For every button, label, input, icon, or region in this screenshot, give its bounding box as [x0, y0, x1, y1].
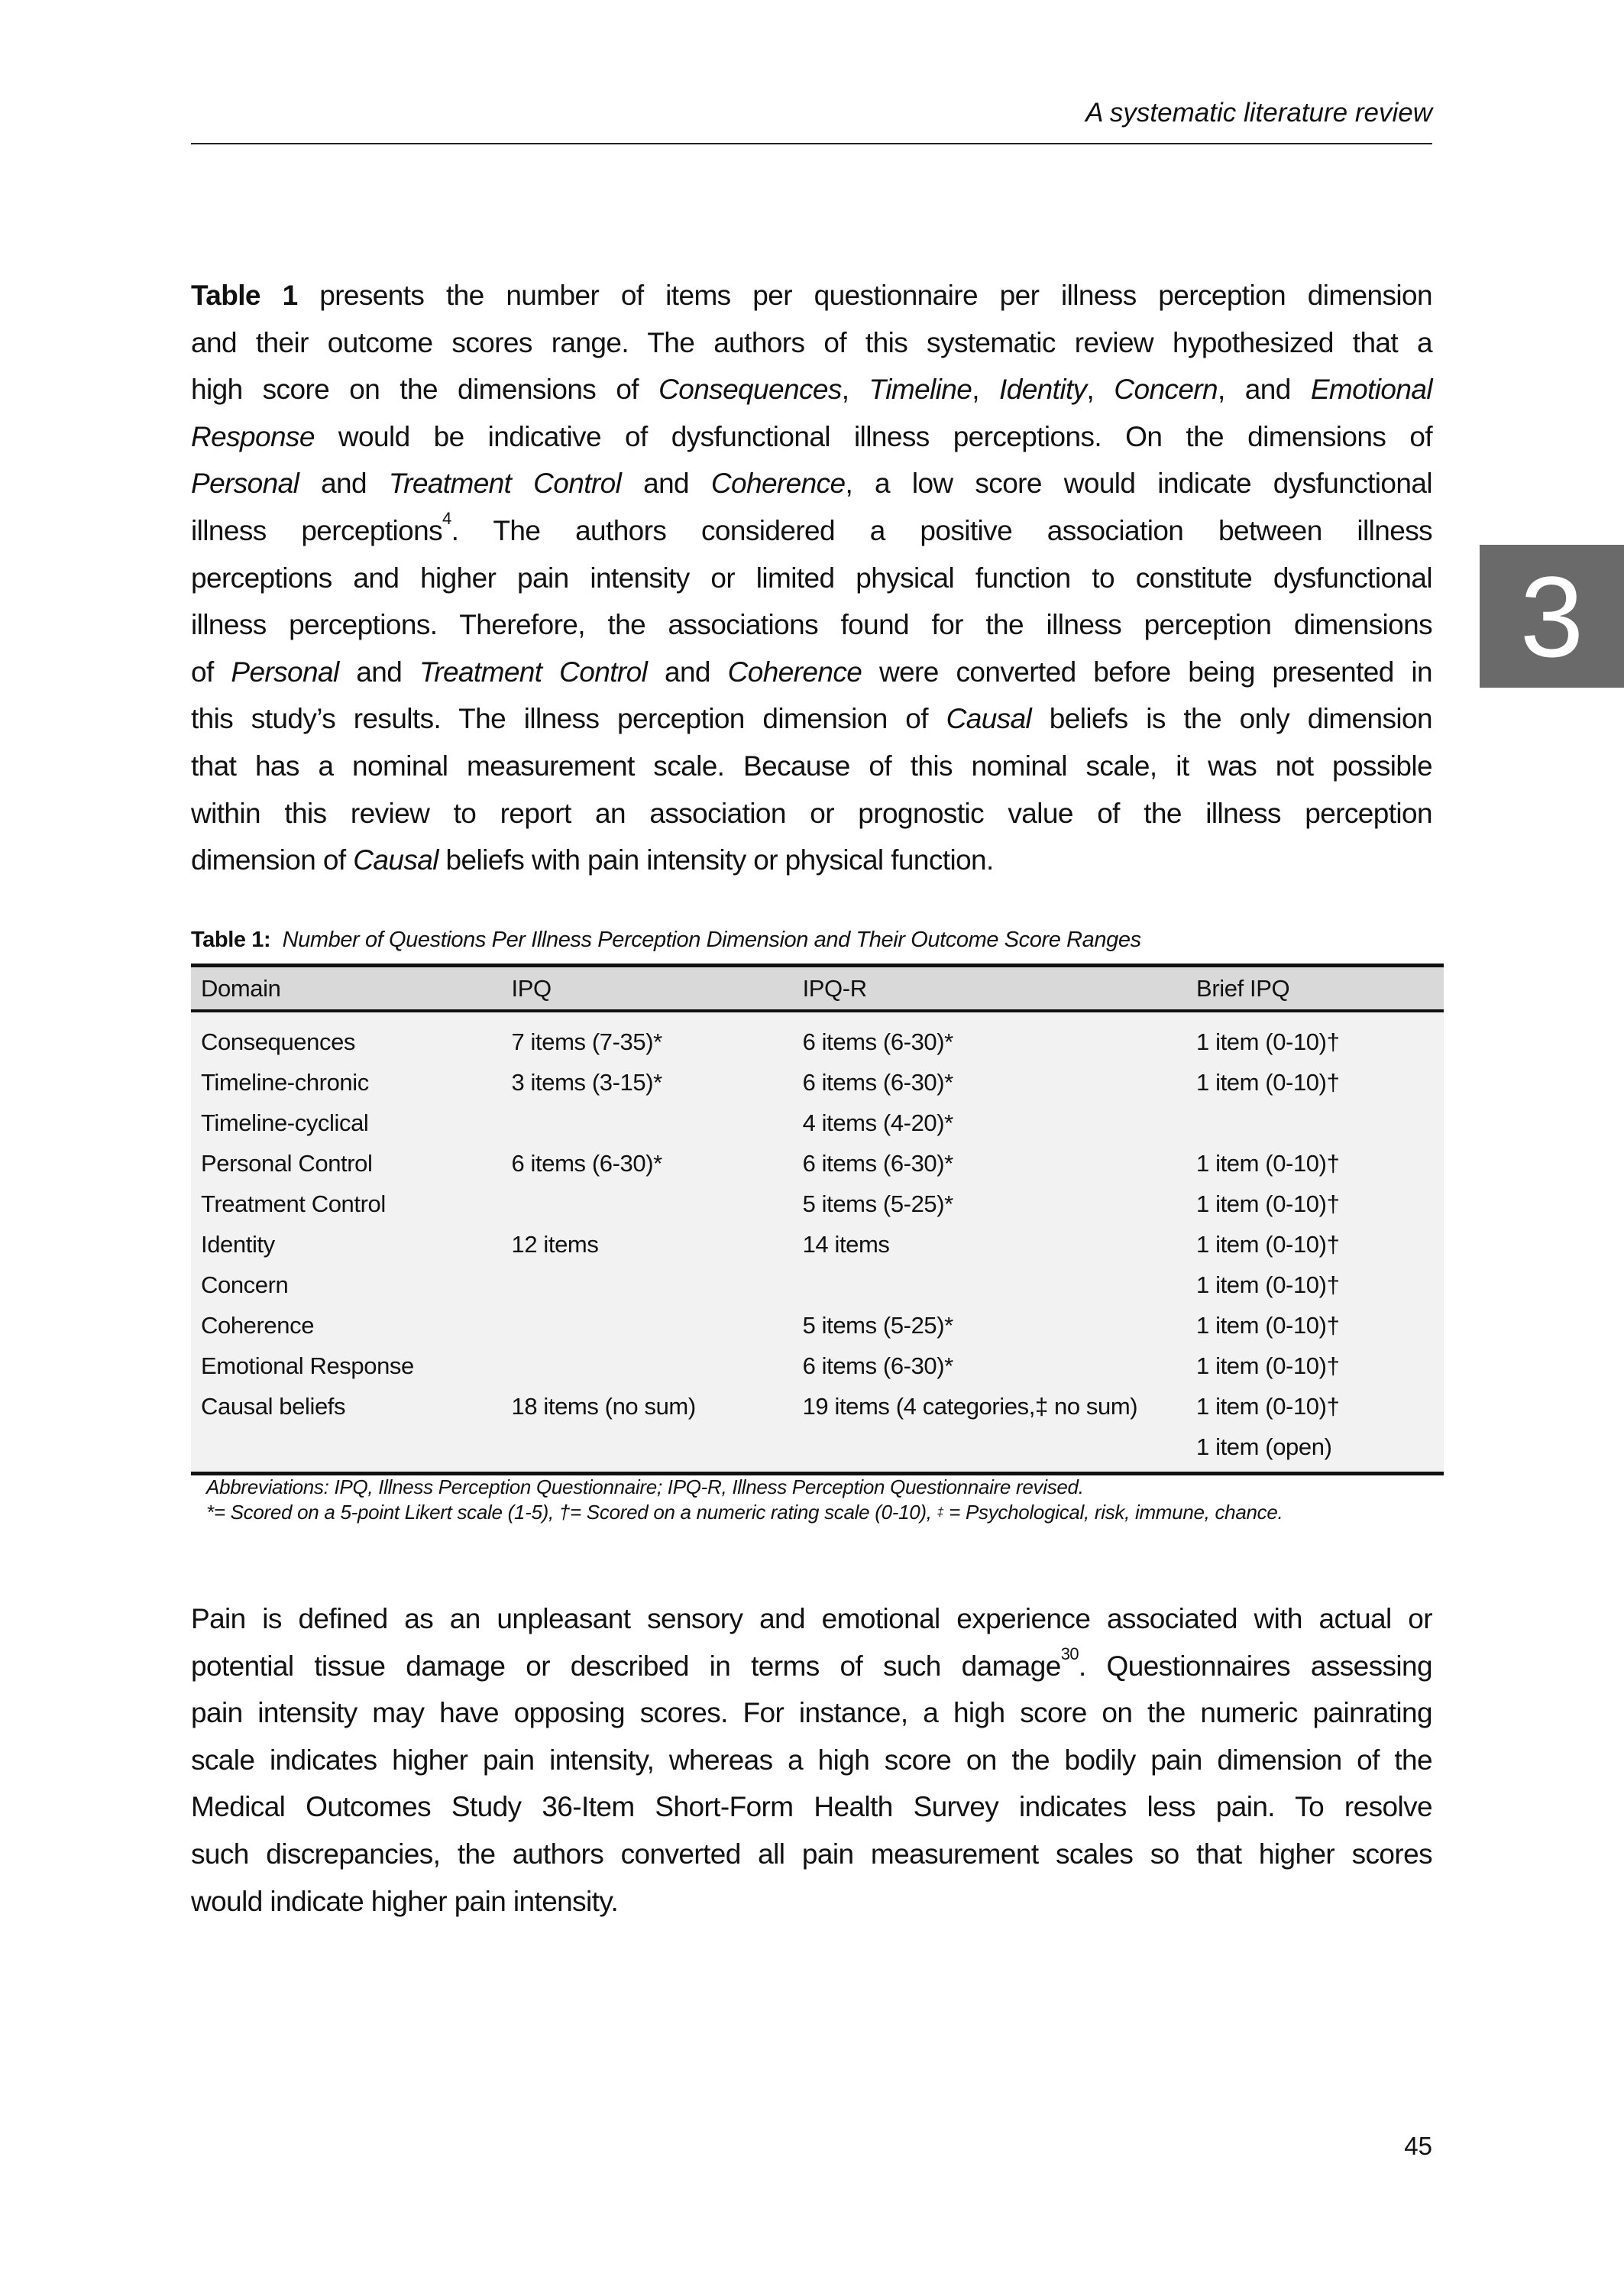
- table-cell: [793, 1265, 1186, 1305]
- text-run: . The authors considered a positive association between illness: [451, 514, 1433, 546]
- table-cell: 18 items (no sum): [502, 1386, 793, 1427]
- text-run: beliefs is the only dimension: [1031, 703, 1432, 735]
- table-row: [191, 1265, 1444, 1305]
- italic-term: Response: [191, 420, 315, 452]
- table-cell: Timeline-chronic: [191, 1062, 502, 1103]
- table-cell: 1 item (0-10)†: [1186, 1305, 1444, 1346]
- table-row: [191, 1305, 1444, 1346]
- italic-term: Personal: [231, 656, 339, 688]
- table-cell: [502, 1305, 793, 1346]
- text-line: [191, 507, 1432, 555]
- italic-term: Causal: [946, 703, 1032, 735]
- italic-term: Coherence: [710, 468, 846, 500]
- table-footnotes: [206, 1475, 1283, 1525]
- text-run: dimension of: [191, 844, 354, 876]
- table-cell: 4 items (4-20)*: [793, 1103, 1186, 1143]
- text-run: presents the number of items per questionnaire per illness perception dimension: [297, 280, 1432, 311]
- text-line: [191, 837, 1432, 884]
- table-cell: [502, 1103, 793, 1143]
- text-line: [191, 790, 1432, 837]
- text-run: perceptions and higher pain intensity or limited physical function to constitute dysfunctional: [191, 562, 1432, 594]
- table-cell: 6 items (6-30)*: [793, 1346, 1186, 1386]
- table-cell: [1186, 1103, 1444, 1143]
- illness-perception-table: [191, 964, 1444, 1475]
- text-line: [191, 695, 1432, 743]
- table-cell: [502, 1346, 793, 1386]
- table-body: [191, 1011, 1444, 1474]
- text-run: and: [647, 656, 728, 688]
- table-cell: 1 item (0-10)†: [1186, 1265, 1444, 1305]
- text-line: [191, 1689, 1432, 1737]
- text-run: within this review to report an association or prognostic value of the illness perception: [191, 797, 1432, 829]
- footnote-categories-text: = Psychological, risk, immune, chance.: [943, 1501, 1283, 1524]
- text-run: Pain is defined as an unpleasant sensory and emotional experience associated with actual or: [191, 1603, 1432, 1634]
- text-run: of: [191, 656, 231, 688]
- text-run: . Questionnaires assessing: [1079, 1650, 1432, 1682]
- text-run: scale indicates higher pain intensity, whereas a high score on the bodily pain dimension of the: [191, 1744, 1432, 1776]
- table-cell: 3 items (3-15)*: [502, 1062, 793, 1103]
- text-run: would be indicative of dysfunctional illness perceptions. On the dimensions of: [314, 420, 1432, 452]
- text-run: ,: [841, 374, 869, 406]
- table-row: [191, 1386, 1444, 1427]
- column-header-ipq-r: IPQ-R: [793, 966, 1186, 1012]
- text-run: such discrepancies, the authors converted all pain measurement scales so that higher scores: [191, 1838, 1432, 1870]
- table-cell: 6 items (6-30)*: [793, 1011, 1186, 1062]
- text-line: [191, 649, 1432, 696]
- italic-term: Treatment Control: [388, 468, 622, 500]
- table-caption-label: Table 1:: [191, 928, 271, 952]
- text-line: [191, 1643, 1432, 1690]
- chapter-number: 3: [1519, 552, 1584, 681]
- table-cell: [793, 1427, 1186, 1474]
- text-run: , a low score would indicate dysfunctional: [845, 468, 1432, 500]
- text-run: that has a nominal measurement scale. Because of this nominal scale, it was not possible: [191, 750, 1432, 782]
- table-row: [191, 1143, 1444, 1184]
- italic-term: Consequences: [658, 374, 842, 406]
- table-cell: 12 items: [502, 1224, 793, 1265]
- table-cell: 1 item (0-10)†: [1186, 1062, 1444, 1103]
- table-cell: Timeline-cyclical: [191, 1103, 502, 1143]
- table-cell: Identity: [191, 1224, 502, 1265]
- text-run: were converted before being presented in: [862, 656, 1433, 688]
- page-number: 45: [1404, 2132, 1432, 2160]
- text-line: [191, 460, 1432, 507]
- table-row: [191, 1011, 1444, 1062]
- text-line: [191, 319, 1432, 367]
- text-line: [191, 1878, 1432, 1925]
- table-cell: Concern: [191, 1265, 502, 1305]
- text-run: would indicate higher pain intensity.: [191, 1885, 619, 1917]
- table-cell: 5 items (5-25)*: [793, 1184, 1186, 1224]
- table-header-row: [191, 966, 1444, 1012]
- text-run: beliefs with pain intensity or physical function.: [438, 844, 994, 876]
- text-run: and their outcome scores range. The authors of this systematic review hypothesized that a: [191, 326, 1432, 358]
- table-cell: Treatment Control: [191, 1184, 502, 1224]
- table-caption-title: Number of Questions Per Illness Perception Dimension and Their Outcome Score Ranges: [282, 928, 1141, 952]
- table-cell: 1 item (0-10)†: [1186, 1143, 1444, 1184]
- column-header-domain: Domain: [191, 966, 502, 1012]
- citation-superscript: 30: [1060, 1644, 1079, 1663]
- body-paragraph-1: [191, 272, 1432, 884]
- table-cell: Emotional Response: [191, 1346, 502, 1386]
- table-row: [191, 1224, 1444, 1265]
- footnote-double-dagger: ‡: [937, 1506, 944, 1519]
- text-run: high score on the dimensions of: [191, 374, 659, 406]
- text-line: [191, 1831, 1432, 1878]
- text-line: [191, 1595, 1432, 1643]
- text-run: illness perceptions: [191, 514, 443, 546]
- bold-text: Table 1: [191, 280, 298, 311]
- table-cell: 6 items (6-30)*: [793, 1143, 1186, 1184]
- footnote-abbreviations: Abbreviations: IPQ, Illness Perception Questionnaire; IPQ-R, Illness Perception Questionnaire revised.: [206, 1475, 1084, 1498]
- table-row: [191, 1062, 1444, 1103]
- footnote-scales-text: *= Scored on a 5-point Likert scale (1-5), †= Scored on a numeric rating scale (0-10),: [206, 1501, 937, 1524]
- table-cell: Causal beliefs: [191, 1386, 502, 1427]
- table-row: [191, 1346, 1444, 1386]
- table-row: [191, 1103, 1444, 1143]
- table-row: [191, 1184, 1444, 1224]
- table-cell: 6 items (6-30)*: [793, 1062, 1186, 1103]
- table-cell: [502, 1184, 793, 1224]
- text-run: pain intensity may have opposing scores. For instance, a high score on the numeric painrating: [191, 1697, 1432, 1729]
- italic-term: Treatment Control: [419, 656, 648, 688]
- italic-term: Coherence: [727, 656, 862, 688]
- running-head-title: A systematic literature review: [1085, 98, 1432, 128]
- table-cell: 1 item (0-10)†: [1186, 1386, 1444, 1427]
- text-line: [191, 743, 1432, 790]
- italic-term: Personal: [191, 468, 299, 500]
- table-cell: 5 items (5-25)*: [793, 1305, 1186, 1346]
- text-line: [191, 555, 1432, 602]
- text-run: and: [338, 656, 419, 688]
- table-cell: Consequences: [191, 1011, 502, 1062]
- table-cell: [502, 1265, 793, 1305]
- text-run: Medical Outcomes Study 36-Item Short-Form Health Survey indicates less pain. To resolve: [191, 1791, 1432, 1823]
- table-cell: [502, 1427, 793, 1474]
- footnote-scales: [206, 1500, 1283, 1525]
- text-run: , and: [1218, 374, 1311, 406]
- header-rule: [191, 143, 1432, 144]
- text-run: this study’s results. The illness perception dimension of: [191, 703, 946, 735]
- text-line: [191, 1783, 1432, 1831]
- italic-term: Causal: [353, 844, 438, 876]
- column-header-ipq: IPQ: [502, 966, 793, 1012]
- table-cell: 1 item (0-10)†: [1186, 1184, 1444, 1224]
- table-cell: Personal Control: [191, 1143, 502, 1184]
- table-cell: 7 items (7-35)*: [502, 1011, 793, 1062]
- text-run: ,: [972, 374, 1000, 406]
- table-cell: 1 item (open): [1186, 1427, 1444, 1474]
- text-line: [191, 413, 1432, 461]
- table-cell: [191, 1427, 502, 1474]
- table-cell: 1 item (0-10)†: [1186, 1224, 1444, 1265]
- italic-term: Timeline: [869, 374, 972, 406]
- italic-term: Concern: [1114, 374, 1218, 406]
- table-cell: 1 item (0-10)†: [1186, 1011, 1444, 1062]
- text-run: ,: [1086, 374, 1114, 406]
- text-line: [191, 601, 1432, 649]
- table-caption: [191, 928, 1141, 953]
- chapter-tab: [1480, 545, 1624, 688]
- text-run: potential tissue damage or described in terms of such damage: [191, 1650, 1061, 1682]
- text-line: [191, 1737, 1432, 1784]
- table-cell: 6 items (6-30)*: [502, 1143, 793, 1184]
- text-run: and: [299, 468, 389, 500]
- body-paragraph-2: [191, 1595, 1432, 1925]
- text-line: [191, 366, 1432, 413]
- text-run: illness perceptions. Therefore, the associations found for the illness perception dimensions: [191, 609, 1432, 641]
- text-run: and: [621, 468, 711, 500]
- table-cell: Coherence: [191, 1305, 502, 1346]
- table-row: [191, 1427, 1444, 1474]
- text-line: [191, 272, 1432, 319]
- citation-superscript: 4: [442, 508, 451, 528]
- table-cell: 1 item (0-10)†: [1186, 1346, 1444, 1386]
- table-cell: 14 items: [793, 1224, 1186, 1265]
- italic-term: Identity: [999, 374, 1087, 406]
- table-cell: 19 items (4 categories,‡ no sum): [793, 1386, 1186, 1427]
- italic-term: Emotional: [1310, 374, 1432, 406]
- column-header-brief-ipq: Brief IPQ: [1186, 966, 1444, 1012]
